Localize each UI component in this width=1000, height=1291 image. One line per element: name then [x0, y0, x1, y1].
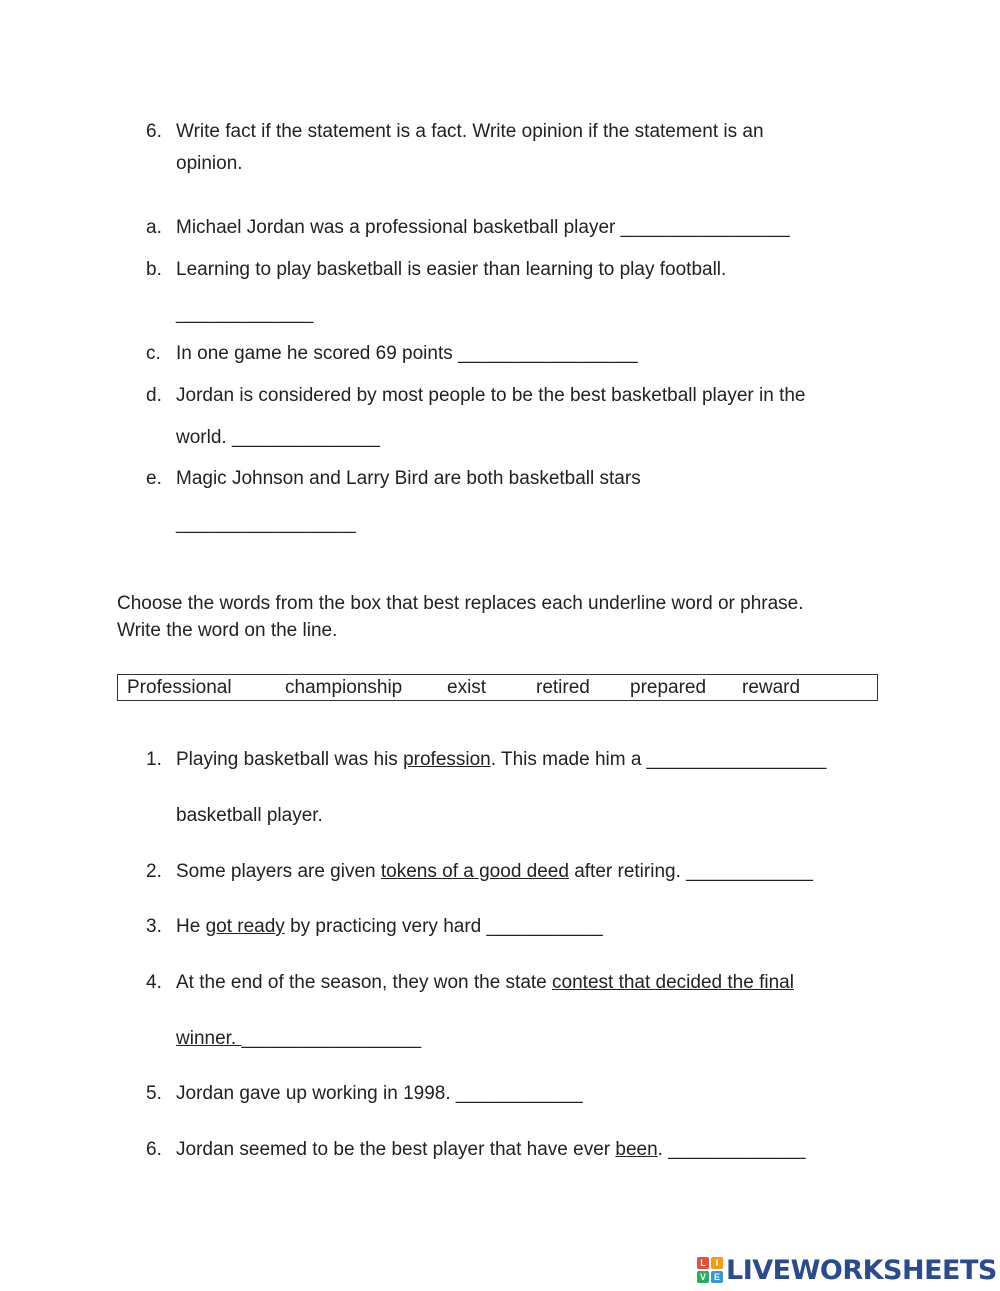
liveworksheets-logo — [697, 1255, 997, 1285]
word-box-item: Professional — [127, 677, 232, 698]
vocab-6-number: 6. — [146, 1139, 162, 1160]
underlined-word: winner. — [176, 1028, 242, 1049]
sentence-text: He — [176, 916, 206, 937]
vocab-3-sentence — [176, 915, 603, 939]
item-b-letter: b. — [146, 259, 162, 280]
sentence-text: At the end of the season, they won the state — [176, 972, 553, 993]
vocab-2-number: 2. — [146, 861, 162, 882]
sentence-text: Jordan seemed to be the best player that have ever — [176, 1139, 616, 1160]
vocab-1-sentence — [176, 748, 826, 772]
question-6-number: 6. — [146, 121, 162, 142]
word-box — [117, 674, 878, 701]
item-d-letter: d. — [146, 385, 162, 406]
item-b-text: Learning to play basketball is easier than learning to play football. — [176, 259, 727, 280]
sentence-text: . _____________ — [657, 1139, 806, 1160]
logo-icon-tile: I — [711, 1257, 723, 1269]
item-e-letter: e. — [146, 468, 162, 489]
item-a-text: Michael Jordan was a professional basketball player ________________ — [176, 217, 790, 238]
vocab-5-sentence: Jordan gave up working in 1998. ____________ — [176, 1083, 583, 1104]
vocab-4-sentence — [176, 971, 794, 995]
item-b-blank[interactable]: _____________ — [176, 303, 314, 324]
vocab-1-line2: basketball player. — [176, 805, 323, 826]
word-box-item: retired — [536, 677, 590, 698]
logo-text: LIVEWORKSHEETS — [726, 1254, 997, 1286]
item-a-letter: a. — [146, 217, 162, 238]
section2-instruction-line2: Write the word on the line. — [117, 620, 338, 641]
underlined-word: profession — [403, 749, 491, 770]
logo-icon-tile: V — [697, 1271, 709, 1283]
sentence-text: _________________ — [241, 1028, 422, 1049]
underlined-word: got ready — [205, 916, 285, 937]
item-e-text: Magic Johnson and Larry Bird are both basketball stars — [176, 468, 641, 489]
vocab-2-sentence — [176, 860, 813, 884]
item-d-text: Jordan is considered by most people to be the best basketball player in the — [176, 385, 806, 406]
vocab-6-sentence — [176, 1138, 806, 1162]
logo-icon-tile: E — [711, 1271, 723, 1283]
sentence-text: by practicing very hard ___________ — [284, 916, 603, 937]
item-d-text2: world. ______________ — [176, 427, 380, 448]
underlined-word: tokens of a good deed — [380, 861, 569, 882]
underlined-word: been — [615, 1139, 658, 1160]
item-c-text: In one game he scored 69 points _________________ — [176, 343, 638, 364]
vocab-3-number: 3. — [146, 916, 162, 937]
underlined-word: contest that decided the final — [552, 972, 794, 993]
word-box-item: prepared — [630, 677, 707, 698]
vocab-4-number: 4. — [146, 972, 162, 993]
sentence-text: after retiring. ____________ — [568, 861, 813, 882]
item-c-letter: c. — [146, 343, 161, 364]
vocab-4-line2 — [176, 1027, 421, 1051]
vocab-1-number: 1. — [146, 749, 162, 770]
sentence-text: . This made him a _________________ — [490, 749, 827, 770]
sentence-text: Some players are given — [176, 861, 381, 882]
question-6-instruction-line1: Write fact if the statement is a fact. Write opinion if the statement is an — [176, 121, 764, 142]
word-box-item: exist — [447, 677, 487, 698]
vocab-5-number: 5. — [146, 1083, 162, 1104]
item-e-blank[interactable]: _________________ — [176, 513, 356, 534]
word-box-item: reward — [742, 677, 801, 698]
question-6-instruction-line2: opinion. — [176, 153, 243, 174]
sentence-text: Playing basketball was his — [176, 749, 404, 770]
logo-icon — [697, 1257, 723, 1283]
word-box-item: championship — [285, 677, 403, 698]
section2-instruction-line1: Choose the words from the box that best replaces each underline word or phrase. — [117, 593, 804, 614]
logo-icon-tile: L — [697, 1257, 709, 1269]
